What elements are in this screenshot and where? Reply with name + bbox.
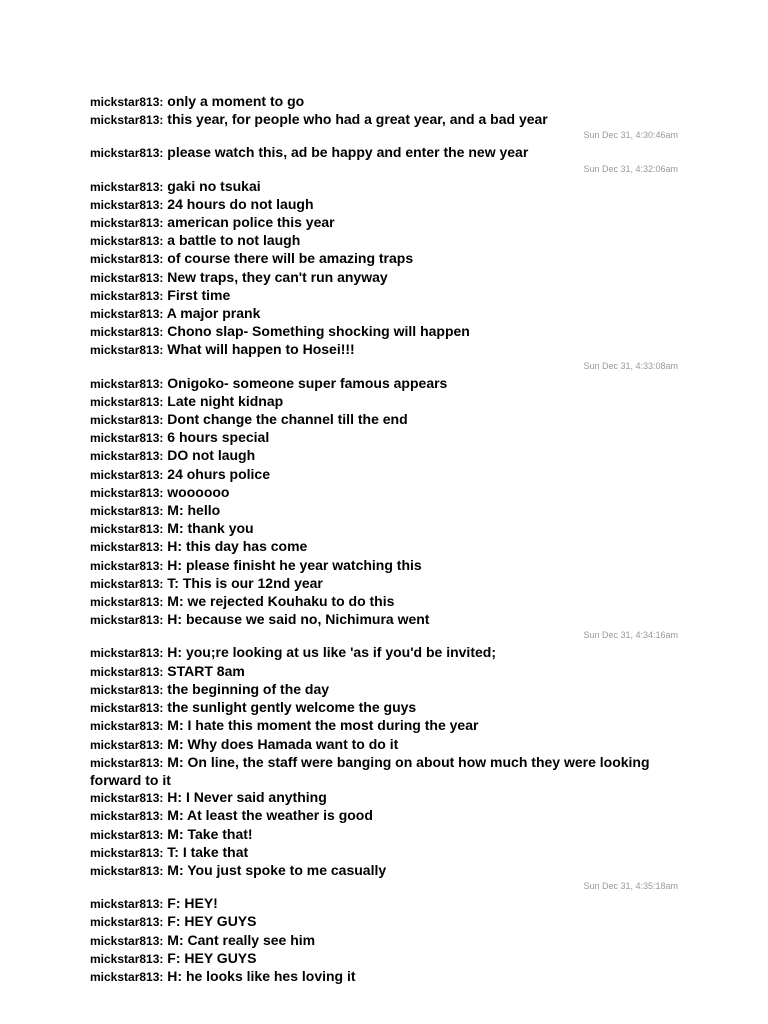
- sender-name: mickstar813:: [90, 791, 164, 806]
- chat-line: [90, 269, 680, 287]
- message-text: M: On line, the staff were banging on about how much they were looking forward to it: [90, 753, 650, 788]
- chat-line: [90, 375, 680, 393]
- sender-name: mickstar813:: [90, 613, 164, 628]
- chat-line: [90, 484, 680, 502]
- sender-name: mickstar813:: [90, 897, 164, 912]
- message-text: First time: [167, 286, 231, 303]
- sender-name: mickstar813:: [90, 252, 164, 267]
- chat-line: [90, 305, 680, 323]
- sender-name: mickstar813:: [90, 969, 164, 984]
- chat-line: [90, 557, 680, 575]
- sender-name: mickstar813:: [90, 827, 164, 842]
- sender-name: mickstar813:: [90, 915, 164, 930]
- chat-line: [90, 754, 680, 789]
- sender-name: mickstar813:: [90, 558, 164, 573]
- sender-name: mickstar813:: [90, 431, 164, 446]
- sender-name: mickstar813:: [90, 485, 164, 500]
- message-text: H: you;re looking at us like 'as if you'd be invited;: [167, 644, 496, 661]
- message-text: M: Cant really see him: [167, 931, 316, 948]
- message-text: M: I hate this moment the most during the year: [167, 717, 479, 734]
- message-text: woooooo: [167, 483, 230, 500]
- chat-line: [90, 717, 680, 735]
- message-text: 24 ohurs police: [167, 465, 270, 482]
- chat-line: [90, 214, 680, 232]
- chat-line: [90, 644, 680, 662]
- message-text: the sunlight gently welcome the guys: [167, 699, 417, 716]
- sender-name: mickstar813:: [90, 845, 164, 860]
- message-text: M: At least the weather is good: [167, 807, 373, 824]
- message-text: M: we rejected Kouhaku to do this: [167, 593, 395, 610]
- chat-line: [90, 913, 680, 931]
- chat-line: [90, 466, 680, 484]
- message-text: T: I take that: [167, 843, 249, 860]
- sender-name: mickstar813:: [90, 234, 164, 249]
- chat-line: [90, 895, 680, 913]
- chat-line: [90, 93, 680, 111]
- sender-name: mickstar813:: [90, 682, 164, 697]
- message-text: a battle to not laugh: [167, 232, 301, 249]
- chat-line: [90, 862, 680, 880]
- message-text: H: please finisht he year watching this: [167, 556, 422, 573]
- message-group: [90, 375, 680, 642]
- chat-line: [90, 323, 680, 341]
- chat-line: [90, 968, 680, 986]
- message-text: F: HEY GUYS: [167, 949, 257, 966]
- timestamp: Sun Dec 31, 4:35:18am: [583, 881, 678, 892]
- sender-name: mickstar813:: [90, 343, 164, 358]
- sender-name: mickstar813:: [90, 701, 164, 716]
- chat-line: [90, 826, 680, 844]
- message-text: M: Why does Hamada want to do it: [167, 735, 399, 752]
- chat-line: [90, 844, 680, 862]
- chat-line: [90, 681, 680, 699]
- chat-line: [90, 393, 680, 411]
- message-text: M: You just spoke to me casually: [167, 861, 387, 878]
- message-text: New traps, they can't run anyway: [167, 268, 388, 285]
- message-text: this year, for people who had a great year, and a bad year: [167, 111, 548, 128]
- message-text: F: HEY GUYS: [167, 913, 257, 930]
- sender-name: mickstar813:: [90, 595, 164, 610]
- message-text: T: This is our 12nd year: [167, 574, 323, 591]
- message-text: What will happen to Hosei!!!: [167, 341, 355, 358]
- sender-name: mickstar813:: [90, 95, 164, 109]
- message-text: Onigoko- someone super famous appears: [167, 374, 448, 391]
- chat-line: [90, 520, 680, 538]
- chat-line: [90, 429, 680, 447]
- sender-name: mickstar813:: [90, 933, 164, 948]
- message-text: H: this day has come: [167, 538, 308, 555]
- message-group: [90, 178, 680, 372]
- message-text: Late night kidnap: [167, 392, 284, 409]
- chat-line: [90, 950, 680, 968]
- message-text: 6 hours special: [167, 429, 270, 446]
- message-group: [90, 93, 680, 141]
- sender-name: mickstar813:: [90, 540, 164, 555]
- sender-name: mickstar813:: [90, 467, 164, 482]
- message-text: 24 hours do not laugh: [167, 195, 314, 212]
- sender-name: mickstar813:: [90, 113, 164, 128]
- chat-line: [90, 232, 680, 250]
- message-text: A major prank: [166, 305, 261, 322]
- message-text: M: Take that!: [167, 825, 253, 842]
- message-text: H: he looks like hes loving it: [167, 967, 356, 984]
- message-text: please watch this, ad be happy and enter the new year: [167, 144, 529, 161]
- chat-line: [90, 611, 680, 629]
- chat-line: [90, 144, 680, 162]
- message-text: F: HEY!: [167, 895, 218, 912]
- timestamp: Sun Dec 31, 4:33:08am: [583, 360, 678, 371]
- sender-name: mickstar813:: [90, 522, 164, 537]
- message-text: gaki no tsukai: [167, 177, 261, 194]
- chat-line: [90, 807, 680, 825]
- sender-name: mickstar813:: [90, 951, 164, 966]
- sender-name: mickstar813:: [90, 179, 164, 194]
- message-text: the beginning of the day: [167, 680, 330, 697]
- sender-name: mickstar813:: [90, 863, 164, 878]
- message-text: START 8am: [167, 662, 245, 679]
- sender-name: mickstar813:: [90, 413, 164, 428]
- sender-name: mickstar813:: [90, 755, 164, 770]
- chat-line: [90, 736, 680, 754]
- chat-line: [90, 178, 680, 196]
- chat-line: [90, 341, 680, 359]
- message-text: M: hello: [167, 502, 221, 519]
- sender-name: mickstar813:: [90, 394, 164, 409]
- sender-name: mickstar813:: [90, 504, 164, 519]
- chat-line: [90, 196, 680, 214]
- sender-name: mickstar813:: [90, 809, 164, 824]
- chat-line: [90, 593, 680, 611]
- sender-name: mickstar813:: [90, 664, 164, 679]
- sender-name: mickstar813:: [90, 376, 164, 391]
- sender-name: mickstar813:: [90, 307, 164, 322]
- message-text: of course there will be amazing traps: [167, 250, 414, 267]
- chat-line: [90, 111, 680, 129]
- chat-transcript: [90, 93, 680, 986]
- message-group: [90, 144, 680, 174]
- chat-line: [90, 932, 680, 950]
- chat-line: [90, 250, 680, 268]
- chat-line: [90, 411, 680, 429]
- message-text: Chono slap- Something shocking will happen: [167, 323, 470, 340]
- chat-line: [90, 663, 680, 681]
- timestamp: Sun Dec 31, 4:34:16am: [583, 630, 678, 641]
- message-text: only a moment to go: [167, 93, 305, 109]
- message-group: [90, 895, 680, 986]
- sender-name: mickstar813:: [90, 449, 164, 464]
- sender-name: mickstar813:: [90, 270, 164, 285]
- chat-line: [90, 538, 680, 556]
- message-text: H: I Never said anything: [167, 789, 327, 806]
- chat-line: [90, 575, 680, 593]
- chat-line: [90, 699, 680, 717]
- sender-name: mickstar813:: [90, 325, 164, 340]
- sender-name: mickstar813:: [90, 197, 164, 212]
- timestamp: Sun Dec 31, 4:30:46am: [583, 130, 678, 141]
- message-text: american police this year: [167, 214, 335, 231]
- chat-line: [90, 447, 680, 465]
- sender-name: mickstar813:: [90, 576, 164, 591]
- sender-name: mickstar813:: [90, 216, 164, 231]
- chat-line: [90, 287, 680, 305]
- message-group: [90, 644, 680, 892]
- message-text: Dont change the channel till the end: [167, 411, 408, 428]
- message-text: M: thank you: [167, 520, 254, 537]
- timestamp: Sun Dec 31, 4:32:06am: [583, 163, 678, 174]
- message-text: DO not laugh: [167, 447, 256, 464]
- chat-line: [90, 789, 680, 807]
- sender-name: mickstar813:: [90, 646, 164, 661]
- message-text: H: because we said no, Nichimura went: [167, 611, 430, 628]
- sender-name: mickstar813:: [90, 737, 164, 752]
- sender-name: mickstar813:: [90, 719, 164, 734]
- chat-line: [90, 502, 680, 520]
- sender-name: mickstar813:: [90, 146, 164, 161]
- sender-name: mickstar813:: [90, 288, 164, 303]
